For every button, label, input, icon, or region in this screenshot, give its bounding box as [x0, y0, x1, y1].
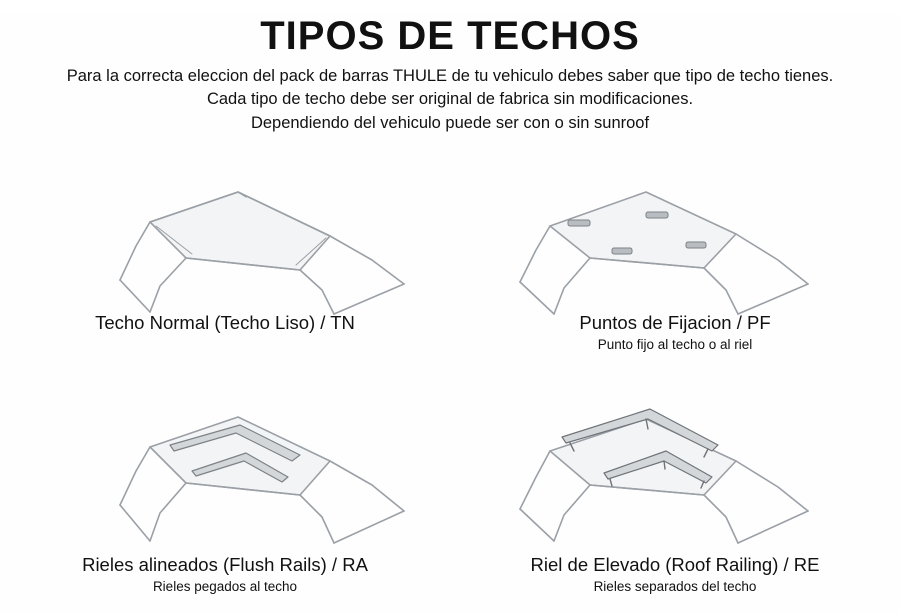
roof-type-caption-pf — [450, 312, 900, 352]
roof-type-note-pf: Punto fijo al techo o al riel — [597, 337, 753, 352]
page-title: TIPOS DE TECHOS — [260, 14, 640, 58]
roof-type-label-ra: Rieles alineados (Flush Rails) / RA — [82, 554, 368, 575]
roof-types-grid — [0, 164, 900, 614]
intro-line-1: Para la correcta eleccion del pack de barras THULE de tu vehiculo debes saber que tipo de techo tienes. — [66, 67, 834, 85]
roof-type-card-pf — [450, 164, 900, 389]
roof-type-caption-tn — [0, 312, 450, 337]
roof-type-card-ra — [0, 389, 450, 614]
roof-type-caption-ra — [0, 554, 450, 594]
car-roof-plain-icon — [0, 164, 450, 319]
intro-line-2: Cada tipo de techo debe ser original de fabrica sin modificaciones. — [206, 90, 694, 109]
roof-type-caption-re — [450, 554, 900, 594]
roof-type-label-tn: Techo Normal (Techo Liso) / TN — [95, 312, 355, 333]
intro-line-3: Dependiendo del vehiculo puede ser con o sin sunroof — [250, 113, 650, 132]
car-roof-raisedrail-icon — [450, 389, 900, 544]
roof-type-card-tn — [0, 164, 450, 389]
roof-type-card-re — [450, 389, 900, 614]
roof-type-note-ra: Rieles pegados al techo — [152, 579, 298, 594]
roof-type-label-pf: Puntos de Fijacion / PF — [579, 312, 771, 333]
intro-text — [20, 65, 880, 135]
car-roof-fixpoint-icon — [450, 164, 900, 319]
car-roof-flushrail-icon — [0, 389, 450, 544]
roof-type-note-re: Rieles separados del techo — [593, 579, 757, 594]
roof-type-label-re: Riel de Elevado (Roof Railing) / RE — [530, 554, 820, 575]
poster-root — [0, 14, 900, 614]
